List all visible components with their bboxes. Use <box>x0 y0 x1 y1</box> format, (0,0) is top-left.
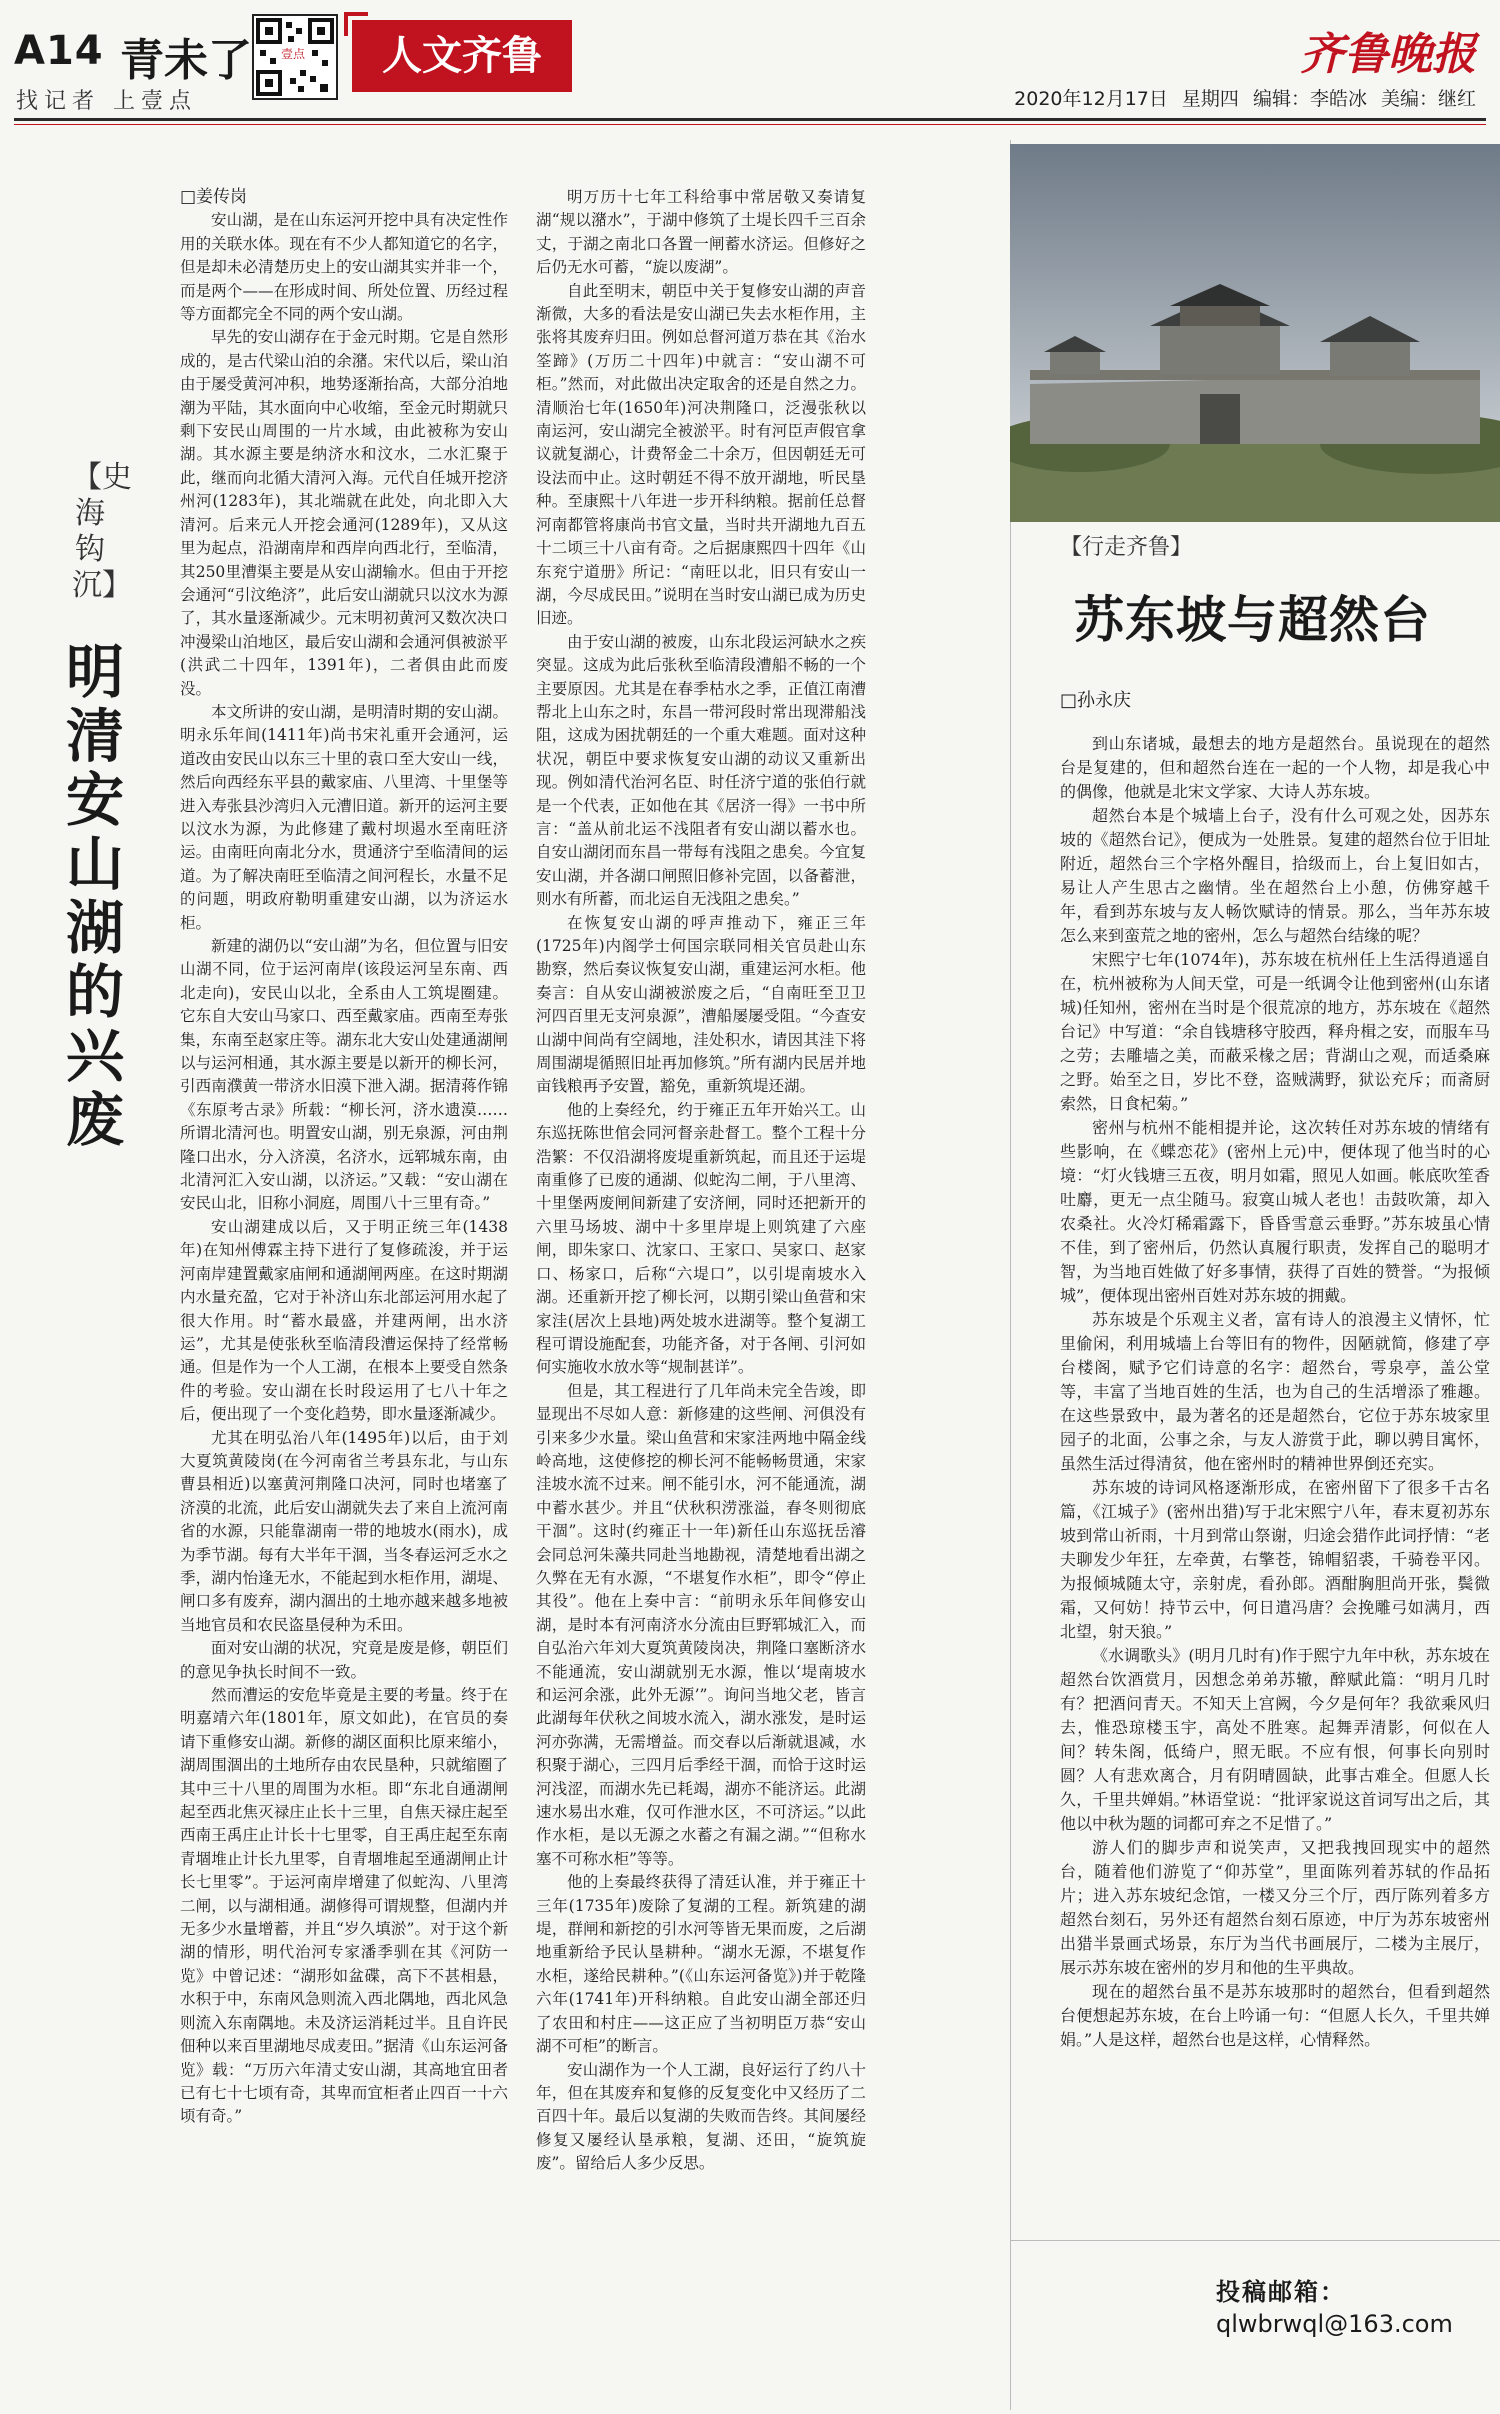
side-article-title: 苏东坡与超然台 <box>1074 591 1431 649</box>
article-paragraph: 他的上奏经允，约于雍正五年开始兴工。山东巡抚陈世倌会同河督亲赴督工。整个工程十分浩繁：不仅沿湖将废堤重新筑起，而且还于运堤南重修了已废的通湖、似蛇沟二闸，于八里湾、十里堡两废闸间新建了安济闸，同时还把新开的六里马场坡、湖中十多里岸堤上则筑建了六座闸，即朱家口、沈家口、王家口、吴家口、赵家口、杨家口，后称“六堤口”，以引堤南坡水入湖。还重新开挖了柳长河，以期引梁山鱼营和宋家洼(居次上县地)两处坡水进湖等。整个复湖工程可谓设施配套，功能齐备，对于各闸、引河如何实施收水放水等“规制甚详”。 <box>536 1100 866 1377</box>
main-article-column-2 <box>536 186 866 2366</box>
side-article-byline: □孙永庆 <box>1060 690 1132 711</box>
article-paragraph: 新建的湖仍以“安山湖”为名，但位置与旧安山湖不同，位于运河南岸(该段运河呈东南、西北走向)，安民山以北，全系由人工筑堤圈建。它东自大安山马家口、西至戴家庙。西南至寿张集，东南至赵家庄等。湖东北大安山处建通湖闸以与运河相通，其水源主要是以新开的柳长河，引西南濮黄一带济水旧漠下泄入湖。据清蒋作锦《东原考古录》所载：“柳长河，济水遗漠……所谓北清河也。明置安山湖，别无泉源，河由荆隆口出水，分入济漠，名济水，远郓城东南，由北清河汇入安山湖，以济运。”又载：“安山湖在安民山北，旧称小洞庭，周围八十三里有奇。” <box>180 937 508 1213</box>
slogan: 找记者 上壹点 <box>16 89 197 114</box>
qr-center-mark: 壹点 <box>277 44 309 64</box>
article-paragraph: 苏东坡是个乐观主义者，富有诗人的浪漫主义情怀，忙里偷闲，利用城墙上台等旧有的物件，因陋就简，修建了亭台楼阁，赋予它们诗意的名字：超然台，雩泉亭，盖公堂等，丰富了当地百姓的生活，也为自己的生活增添了雅趣。在这些景致中，最为著名的还是超然台，它位于苏东坡家里园子的北面，公事之余，与友人游赏于此，聊以骋目寓怀，虽然生活过得清贫，他在密州时的精神世界倒还充实。 <box>1060 1310 1490 1473</box>
article-paragraph: 到山东诸城，最想去的地方是超然台。虽说现在的超然台是复建的，但和超然台连在一起的一个人物，却是我心中的偶像，他就是北宋文学家、大诗人苏东坡。 <box>1060 734 1490 801</box>
submission-email-label: 投稿邮箱： <box>1216 2278 1346 2306</box>
article-paragraph: 超然台本是个城墙上台子，没有什么可观之处，因苏东坡的《超然台记》，便成为一处胜景。复建的超然台位于旧址附近，超然台三个字格外醒目，拾级而上，台上复旧如古，易让人产生思古之幽情。坐在超然台上小憩，仿佛穿越千年，看到苏东坡与友人畅饮赋诗的情景。那么，当年苏东坡怎么来到蛮荒之地的密州，怎么与超然台结缘的呢？ <box>1060 806 1490 945</box>
section-name: 青未了 <box>120 35 252 86</box>
article-paragraph: 苏东坡的诗词风格逐渐形成，在密州留下了很多千古名篇，《江城子》(密州出猎)写于北宋熙宁八年，春末夏初苏东坡到常山祈雨，十月到常山祭谢，归途会猎作此词抒情：“老夫聊发少年狂，左牵黄，右擎苍，锦帽貂裘，千骑卷平冈。为报倾城随太守，亲射虎，看孙郎。酒酣胸胆尚开张，鬓微霜，又何妨！持节云中，何日遣冯唐？会挽雕弓如满月，西北望，射天狼。” <box>1060 1478 1490 1641</box>
issue-meta: 2020年12月17日 星期四 编辑：李皓冰 美编：继红 <box>1014 88 1476 110</box>
column-badge: 人文齐鲁 <box>352 20 572 92</box>
article-paragraph: 面对安山湖的状况，究竟是废是修，朝臣们的意见争执长时间不一致。 <box>180 1639 508 1681</box>
side-article-body <box>1060 732 1490 2292</box>
newspaper-logo: 齐鲁晚报 <box>1300 29 1476 80</box>
article-paragraph: 安山湖，是在山东运河开挖中具有决定性作用的关联水体。现在有不少人都知道它的名字，但是却未必清楚历史上的安山湖其实并非一个，而是两个——在形成时间、所处位置、历经过程等方面都完全不同的两个安山湖。 <box>180 211 508 324</box>
page-header <box>0 0 1500 140</box>
article-paragraph: 在恢复安山湖的呼声推动下，雍正三年(1725年)内阁学士何国宗联同相关官员赴山东勘察，然后奏议恢复安山湖，重建运河水柜。他奏言：自从安山湖被淤废之后，“自南旺至卫卫河四百里无支河泉源”，漕船屡屡受阻。“今查安山湖中间尚有空阔地，洼处积水，请因其洼下将周围湖堤循照旧址再加修筑。”所有湖内民居并地亩钱粮再予安置，豁免，重新筑堤还湖。 <box>536 913 866 1096</box>
article-paragraph: 游人们的脚步声和说笑声，又把我拽回现实中的超然台，随着他们游览了“仰苏堂”，里面陈列着苏轼的作品拓片；进入苏东坡纪念馆，一楼又分三个厅，西厅陈列着多方超然台刻石，另外还有超然台刻石原迹，中厅为苏东坡密州出猎半景画式场景，东厅为当代书画展厅，二楼为主展厅，展示苏东坡在密州的岁月和他的生平典故。 <box>1060 1838 1490 1977</box>
main-article-column-1 <box>180 186 508 2366</box>
article-paragraph: 现在的超然台虽不是苏东坡那时的超然台，但看到超然台便想起苏东坡，在台上吟诵一句：“但愿人长久，千里共婵娟。”人是这样，超然台也是这样，心情释然。 <box>1060 1982 1490 2049</box>
article-paragraph: 明万历十七年工科给事中常居敬又奏请复湖“规以潴水”，于湖中修筑了土堤长四千三百余丈，于湖之南北口各置一闸蓄水济运。但修好之后仍无水可蓄，“旋以废湖”。 <box>536 188 866 277</box>
header-rule-accent <box>14 124 1486 125</box>
article-paragraph: 由于安山湖的被废，山东北段运河缺水之疾突显。这成为此后张秋至临清段漕船不畅的一个主要原因。尤其是在春季枯水之季，正值江南漕帮北上山东之时，东昌一带河段时常出现滞船浅阻，这成为困扰朝廷的一个重大难题。面对这种状况，朝臣中要求恢复安山湖的动议又重新出现。例如清代治河名臣、时任济宁道的张伯行就是一个代表，正如他在其《居济一得》一书中所言：“盖从前北运不浅阻者有安山湖以蓄水也。自安山湖闭而东昌一带每有浅阻之患矣。今宜复安山湖，并各湖口闸照旧修补完固，以备蓄泄，则水有所蓄，而北运自无浅阻之患矣。” <box>536 632 866 909</box>
article-paragraph: 《水调歌头》(明月几时有)作于熙宁九年中秋，苏东坡在超然台饮酒赏月，因想念弟弟苏辙，醉赋此篇：“明月几时有？把酒问青天。不知天上宫阙，今夕是何年？我欲乘风归去，惟恐琼楼玉宇，高处不胜寒。起舞弄清影，何似在人间？转朱阁，低绮户，照无眠。不应有恨，何事长向别时圆？人有悲欢离合，月有阴晴圆缺，此事古难全。但愿人长久，千里共婵娟。”林语堂说：“批评家说这首词写出之后，其他以中秋为题的词都可弃之不足惜了。” <box>1060 1646 1490 1833</box>
main-article-title: 明清安山湖的兴废 <box>66 638 125 1154</box>
side-article-tag: 【行走齐鲁】 <box>1060 535 1193 560</box>
article-paragraph: 本文所讲的安山湖，是明清时期的安山湖。明永乐年间(1411年)尚书宋礼重开会通河，运道改由安民山以东三十里的袁口至大安山一线，然后向西经东平县的戴家庙、八里湾、十里堡等进入寿张县沙湾归入元漕旧道。新开的运河主要以汶水为源，为此修建了戴村坝遏水至南旺济运。由南旺向南北分水，贯通济宁至临清间的运道。为了解决南旺至临清之间河程长，水量不足的问题，明政府勒明重建安山湖，以为济运水柜。 <box>180 702 508 932</box>
submission-email[interactable]: qlwbrwql@163.com <box>1216 2310 1453 2338</box>
article-photo <box>1010 144 1500 522</box>
article-paragraph: 尤其在明弘治八年(1495年)以后，由于刘大夏筑黄陵岗(在今河南省兰考县东北，与山东曹县相近)以塞黄河荆隆口决河，同时也堵塞了济漠的北流，此后安山湖就失去了来自上流河南省的水源，只能靠湖南一带的地坡水(雨水)，成为季节湖。每有大半年干涸，当冬春运河乏水之季，湖内怡逢无水，不能起到水柜作用，湖堤、闸口多有废弃，湖内涸出的土地亦越来越多地被当地官员和农民盗垦侵种为禾田。 <box>180 1428 508 1634</box>
article-paragraph: 宋熙宁七年(1074年)，苏东坡在杭州任上生活得逍遥自在，杭州被称为人间天堂，可是一纸调令让他到密州(山东诸城)任知州，密州在当时是个很荒凉的地方，苏东坡在《超然台记》中写道：“余自钱塘移守胶西，释舟楫之安，而服车马之劳；去雕墙之美，而蔽采椽之居；背湖山之观，而适桑麻之野。始至之日，岁比不登，盗贼满野，狱讼充斥；而斋厨索然，日食杞菊。” <box>1060 950 1490 1113</box>
article-paragraph: 安山湖建成以后，又于明正统三年(1438年)在知州傅霖主持下进行了复修疏浚，并于运河南岸建置戴家庙闸和通湖闸两座。在这时期湖内水量充盈，它对于补济山东北部运河用水起了很大作用。时“蓄水最盛，并建两闸，出水济运”，尤其是使张秋至临清段漕运保持了经常畅通。但是作为一个人工湖，在根本上要受自然条件的考验。安山湖在长时段运用了七八十年之后，便出现了一个变化趋势，即水量逐渐减少。 <box>180 1217 508 1424</box>
article-paragraph: 然而漕运的安危毕竟是主要的考量。终于在明嘉靖六年(1801年，原文如此)，在官员的奏请下重修安山湖。新修的湖区面积比原来缩小，湖周围涸出的土地所存由农民垦种，只就缩圈了其中三十八里的周围为水柜。即“东北自通湖闸起至西北焦灭禄庄止长十三里，自焦天禄庄起至西南王禹庄止计长十七里零，自王禹庄起至东南青堌堆止计长九里零，自青堌堆起至通湖闸止计长七里零”。于运河南岸增建了似蛇沟、八里湾二闸，以与湖相通。湖修得可谓规整，但湖内并无多少水量增蓄，并且“岁久填淤”。对于这个新湖的情形，明代治河专家潘季驯在其《河防一览》中曾记述：“湖形如盆碟，高下不甚相悬，水积于中，东南风急则流入西北隅地，西北风急则流入东南隅地。未及济运消耗过半。且自许民佃种以来百里湖地尽成麦田。”据清《山东运河备览》载：“万历六年清丈安山湖，其高地宜田者已有七十七顷有奇，其卑而宜柜者止四百一十六顷有奇。” <box>180 1686 508 2126</box>
article-paragraph: 自此至明末，朝臣中关于复修安山湖的声音渐微，大多的看法是安山湖已失去水柜作用，主张将其废弃归田。例如总督河道万恭在其《治水筌蹄》(万历二十四年)中就言：“安山湖不可柜。”然而，对此做出决定取舍的还是自然之力。清顺治七年(1650年)河决荆隆口，泛漫张秋以南运河，安山湖完全被淤平。时有河臣声假官拿议就复湖心，计费帑金二十余万，但因朝廷无可设法而中止。这时朝廷不得不放开湖地，听民垦种。至康熙十八年进一步开科纳粮。据前任总督河南都管将康尚书官文量，当时共开湖地九百五十二顷三十八亩有奇。之后据康熙四十四年《山东兖宁道册》所记：“南旺以北，旧只有安山一湖，今尽成民田。”说明在当时安山湖已成为历史旧迹。 <box>536 281 866 628</box>
header-rule <box>14 118 1486 121</box>
article-paragraph: 他的上奏最终获得了清廷认准，并于雍正十三年(1735年)废除了复湖的工程。新筑建的湖堤，群闸和新挖的引水河等皆无果而废，之后湖地重新给予民认垦耕种。“湖水无源，不堪复作水柜，遂给民耕种。”(《山东运河备览》)并于乾隆六年(1741年)开科纳粮。自此安山湖全部还归了农田和村庄——这正应了当初明臣万恭“安山湖不可柜”的断言。 <box>536 1873 866 2056</box>
series-tag: 【史海钩沉】 <box>72 460 132 603</box>
article-paragraph: 但是，其工程进行了几年尚未完全告竣，即显现出不尽如人意：新修建的这些闸、河俱没有引来多少水量。梁山鱼营和宋家洼两地中隔金线岭高地，这使修挖的柳长河不能畅畅贯通，宋家洼坡水流不过来。闸不能引水，河不能通流，湖中蓄水甚少。并且“伏秋积涝涨溢，春冬则彻底干涸”。这时(约雍正十一年)新任山东巡抚岳濬会同总河朱藻共同赴当地勘视，清楚地看出湖之久弊在无有水源，“不堪复作水柜”，即令“停止其役”。他在上奏中言：“前明永乐年间修安山湖，是时本有河南济水分流由巨野郓城汇入，而自弘治六年刘大夏筑黄陵岗决，荆隆口塞断济水不能通流，安山湖就别无水源，惟以‘堤南坡水和运河余涨，此外无源’”。询问当地父老，皆言此湖每年伏秋之间坡水流入，湖水涨发，是时运河亦弥满，无需增益。而交春以后渐就退减，水积聚于湖心，三四月后季经干涸，而恰于这时运河浅涩，而湖水先已耗竭，湖亦不能济运。此湖速水易出水难，仅可作泄水区，不可济运。”以此作水柜，是以无源之水蓄之有漏之湖。”“但称水塞不可称水柜”等等。 <box>536 1381 866 1868</box>
page-number: A14 <box>14 28 104 74</box>
article-paragraph: 密州与杭州不能相提并论，这次转任对苏东坡的情绪有些影响，在《蝶恋花》(密州上元)中，便体现了他当时的心境：“灯火钱塘三五夜，明月如霜，照见人如画。帐底吹笙香吐麝，更无一点尘随马。寂寞山城人老也！击鼓吹箫，却入农桑社。火冷灯稀霜露下，昏昏雪意云垂野。”苏东坡虽心情不佳，到了密州后，仍然认真履行职责，发挥自己的聪明才智，为当地百姓做了好多事情，获得了百姓的赞誉。“为报倾城”，便体现出密州百姓对苏东坡的拥戴。 <box>1060 1118 1490 1305</box>
main-article-byline: □姜传岗 <box>180 187 248 207</box>
article-paragraph: 早先的安山湖存在于金元时期。它是自然形成的，是古代梁山泊的余潴。宋代以后，梁山泊由于屡受黄河冲积，地势逐渐抬高，大部分泊地潮为平陆，其水面向中心收缩，至金元时期就只剩下安民山周围的一片水域，由此被称为安山湖。其水源主要是纳济水和汶水，二水汇聚于此，继而向北循大清河入海。元代自任城开挖济州河(1283年)，其北端就在此处，向北即入大清河。后来元人开挖会通河(1289年)，又从这里为起点，沿湖南岸和西岸向西北行，至临清，其250里漕渠主要是从安山湖输水。但由于开挖会通河“引汶绝济”，此后安山湖就只以汶水为源了，其水量逐渐减少。元末明初黄河又数次决口冲漫梁山泊地区，最后安山湖和会通河俱被淤平(洪武二十四年，1391年)，二者俱由此而废没。 <box>180 328 508 698</box>
article-paragraph: 安山湖作为一个人工湖，良好运行了约八十年，但在其废弃和复修的反复变化中又经历了二百四十年。最后以复湖的失败而告终。其间屡经修复又屡经认垦承粮，复湖、还田，“旋筑旋废”。留给后人多少反思。 <box>536 2060 866 2173</box>
